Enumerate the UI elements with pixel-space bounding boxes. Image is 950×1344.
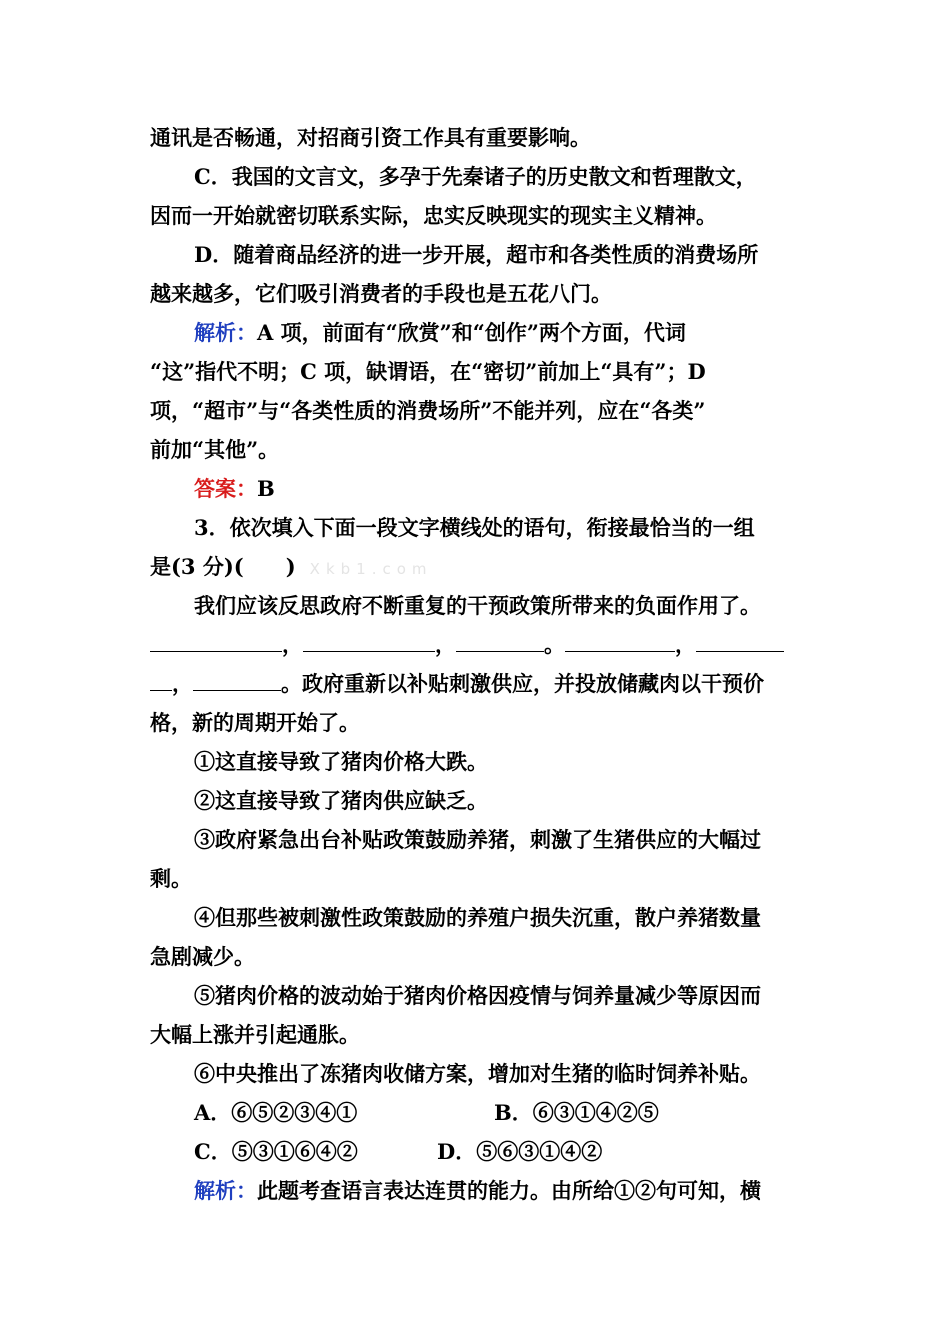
passage-line4: 格，新的周期开始了。 <box>150 710 360 735</box>
answer-1 <box>150 469 802 508</box>
blank-2 <box>303 627 435 652</box>
analysis-1-line1 <box>150 313 802 352</box>
blank-4 <box>565 627 675 652</box>
passage-line3-text: 政府重新以补贴刺激供应，并投放储藏肉以干预价 <box>302 671 764 696</box>
sentence-item-3-cont: 剩。 <box>150 866 192 891</box>
document-page <box>150 118 802 1210</box>
analysis-label: 解析： <box>194 1178 257 1203</box>
analysis-1-line4: 前加“其他”。 <box>150 437 280 462</box>
option-b-tail: 通讯是否畅通，对招商引资工作具有重要影响。 <box>150 125 591 150</box>
option-d-line2: 越来越多，它们吸引消费者的手段也是五花八门。 <box>150 281 612 306</box>
option-c-line1: C．我国的文言文，多孕于先秦诸子的历史散文和哲理散文， <box>194 164 757 189</box>
separator-period: 。 <box>281 671 302 696</box>
blank-3 <box>456 627 544 652</box>
blank-1 <box>150 627 282 652</box>
blank-5-start <box>696 627 784 652</box>
option-d: D．⑤⑥③①④② <box>437 1139 603 1164</box>
answer-label: 答案： <box>194 476 257 501</box>
question-3-stem-text2: 是(3 分)( ) <box>150 554 296 579</box>
analysis-2-text1: 此题考查语言表达连贯的能力。由所给①②句可知，横 <box>257 1178 761 1203</box>
option-c-line2: 因而一开始就密切联系实际，忠实反映现实的现实主义精神。 <box>150 203 717 228</box>
option-b: B．⑥③①④②⑤ <box>494 1100 659 1125</box>
sentence-item-4-cont: 急剧减少。 <box>150 944 255 969</box>
answer-value: B <box>257 476 275 501</box>
separator-comma: ， <box>435 632 456 657</box>
option-c: C．⑤③①⑥④② <box>194 1139 358 1164</box>
passage-line3 <box>150 664 802 703</box>
sentence-item-3: ③政府紧急出台补贴政策鼓励养猪，刺激了生猪供应的大幅过 <box>194 827 761 852</box>
separator-comma: ， <box>282 632 303 657</box>
sentence-item-5: ⑤猪肉价格的波动始于猪肉价格因疫情与饲养量减少等原因而 <box>194 983 761 1008</box>
sentence-item-2: ②这直接导致了猪肉供应缺乏。 <box>194 788 488 813</box>
sentence-item-5-cont: 大幅上涨并引起通胀。 <box>150 1022 360 1047</box>
analysis-1-text1: A 项，前面有“欣赏”和“创作”两个方面，代词 <box>257 320 686 345</box>
analysis-1-line2: “这”指代不明；C 项，缺谓语，在“密切”前加上“具有”；D <box>150 359 706 384</box>
question-3-stem-line1: 3．依次填入下面一段文字横线处的语句，衔接最恰当的一组 <box>194 515 755 540</box>
passage-line1: 我们应该反思政府不断重复的干预政策所带来的负面作用了。 <box>194 593 761 618</box>
watermark: Xkb1.com <box>309 560 433 578</box>
passage-blanks-line <box>150 625 802 664</box>
analysis-label: 解析： <box>194 320 257 345</box>
analysis-2-line1 <box>150 1171 802 1210</box>
sentence-item-4: ④但那些被刺激性政策鼓励的养殖户损失沉重，散户养猪数量 <box>194 905 761 930</box>
sentence-item-6: ⑥中央推出了冻猪肉收储方案，增加对生猪的临时饲养补贴。 <box>194 1061 761 1086</box>
blank-5-end <box>150 666 172 691</box>
options-row-1 <box>150 1093 802 1132</box>
analysis-1-line3: 项，“超市”与“各类性质的消费场所”不能并列，应在“各类” <box>150 398 706 423</box>
options-row-2 <box>150 1132 802 1171</box>
question-3-stem-line2 <box>150 547 802 586</box>
separator-comma: ， <box>172 671 193 696</box>
separator-period: 。 <box>544 632 565 657</box>
option-d-line1: D．随着商品经济的进一步开展，超市和各类性质的消费场所 <box>194 242 759 267</box>
blank-6 <box>193 666 281 691</box>
separator-comma: ， <box>675 632 696 657</box>
sentence-item-1: ①这直接导致了猪肉价格大跌。 <box>194 749 488 774</box>
option-a: A．⑥⑤②③④① <box>194 1100 358 1125</box>
